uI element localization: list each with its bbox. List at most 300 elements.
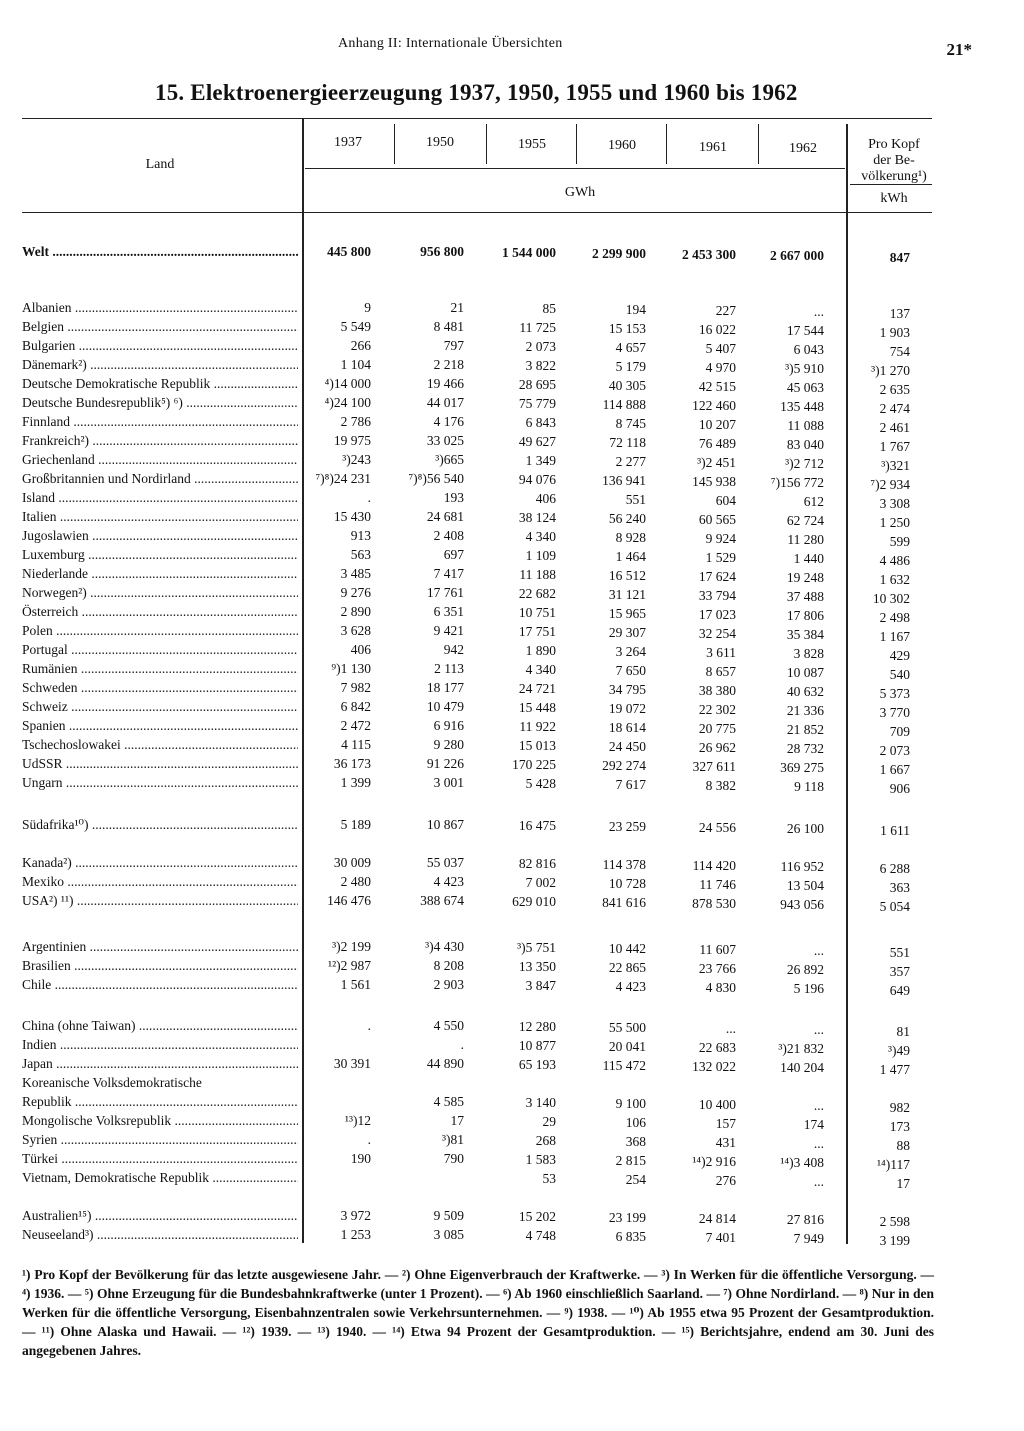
row-value-col-0: ⁴)14 000 — [324, 376, 371, 391]
row-value-col-4: 327 611 — [692, 759, 736, 774]
row-value-col-5: ... — [813, 1022, 824, 1037]
table-row — [0, 317, 1024, 340]
row-value-col-0: 6 842 — [340, 699, 371, 714]
table-row — [0, 450, 1024, 473]
row-land: Großbritannien und Nordirland ..... — [22, 469, 298, 488]
row-land: Indien ..... — [22, 1035, 298, 1054]
header-mid-rule — [305, 168, 845, 169]
row-value-col-5: ... — [813, 1174, 824, 1189]
row-value-col-6: 173 — [889, 1119, 910, 1134]
row-value-col-1: 7 417 — [433, 566, 464, 581]
row-value-col-3: 56 240 — [608, 511, 646, 526]
row-value-col-2: 5 428 — [525, 776, 556, 791]
row-value-col-2: 1 583 — [525, 1152, 556, 1167]
row-value-col-4: 22 683 — [698, 1040, 736, 1055]
row-value-col-3: 115 472 — [602, 1058, 646, 1073]
table-row — [0, 891, 1024, 914]
row-value-col-6: 754 — [889, 344, 910, 359]
row-value-col-3: 2 277 — [615, 454, 646, 469]
row-value-col-6: 357 — [889, 964, 910, 979]
row-land: Brasilien ..... — [22, 956, 298, 975]
footnotes — [22, 1265, 934, 1360]
table-row — [0, 336, 1024, 359]
row-value-col-4: 60 565 — [698, 512, 736, 527]
table-row — [0, 1149, 1024, 1172]
row-value-col-2: 85 — [542, 301, 556, 316]
row-land: Japan ..... — [22, 1054, 298, 1073]
table-row — [0, 412, 1024, 435]
row-value-col-5: 140 204 — [780, 1060, 824, 1075]
row-value-col-0: ⁹)1 130 — [331, 661, 371, 676]
row-value-col-0: . — [367, 490, 371, 505]
row-value-col-1: 18 177 — [426, 680, 464, 695]
row-value-col-1: ³)665 — [435, 452, 464, 467]
row-value-col-4: 33 794 — [698, 588, 736, 603]
row-value-col-6: 847 — [889, 250, 910, 265]
row-value-col-3: 8 928 — [615, 530, 646, 545]
table-row — [0, 716, 1024, 739]
row-land: Rumänien ..... — [22, 659, 298, 678]
row-value-col-1: . — [460, 1037, 464, 1052]
table-row — [0, 659, 1024, 682]
row-value-col-5: 45 063 — [786, 380, 824, 395]
row-value-col-4: 114 420 — [692, 858, 736, 873]
row-value-col-4: 604 — [715, 493, 736, 508]
row-value-col-1: 3 001 — [433, 775, 464, 790]
col-header-per-capita-2: der Be- — [873, 153, 915, 168]
row-value-col-0: 2 480 — [340, 874, 371, 889]
row-value-col-2: 16 475 — [518, 818, 556, 833]
row-value-col-1: 44 017 — [426, 395, 464, 410]
row-value-col-0: 5 549 — [340, 319, 371, 334]
row-value-col-4: 4 830 — [705, 980, 736, 995]
row-value-col-3: 15 965 — [608, 606, 646, 621]
row-value-col-1: ³)81 — [441, 1132, 464, 1147]
table-row — [0, 853, 1024, 876]
row-value-col-5: ³)5 910 — [785, 361, 824, 376]
row-value-col-1: 942 — [443, 642, 464, 657]
row-value-col-4: 11 607 — [699, 942, 736, 957]
row-value-col-6: 3 199 — [879, 1233, 910, 1248]
row-value-col-1: ³)4 430 — [425, 939, 464, 954]
row-value-col-0: 2 472 — [340, 718, 371, 733]
row-value-col-4: 17 624 — [698, 569, 736, 584]
row-land: Dänemark²) ..... — [22, 355, 298, 374]
row-value-col-0: 3 628 — [340, 623, 371, 638]
row-value-col-1: 6 351 — [433, 604, 464, 619]
row-value-col-1: 797 — [443, 338, 464, 353]
row-value-col-4: 24 556 — [698, 820, 736, 835]
row-value-col-6: 137 — [889, 306, 910, 321]
table-title: 15. Elektroenergieerzeugung 1937, 1950, 1955 und 1960 bis 1962 — [155, 80, 798, 105]
row-value-col-3: 5 179 — [615, 359, 646, 374]
table-row — [0, 1206, 1024, 1229]
table-row — [0, 872, 1024, 895]
row-value-col-5: 19 248 — [786, 570, 824, 585]
row-value-col-1: 17 761 — [426, 585, 464, 600]
row-value-col-6: 1 477 — [879, 1062, 910, 1077]
row-value-col-6: 429 — [889, 648, 910, 663]
row-value-col-2: 13 350 — [518, 959, 556, 974]
col-header-1961: 1961 — [699, 140, 727, 155]
row-value-col-4: 32 254 — [698, 626, 736, 641]
row-land: Südafrika¹⁰) ..... — [22, 815, 298, 834]
table-row — [0, 1130, 1024, 1153]
row-value-col-0: 913 — [350, 528, 371, 543]
col-header-1960: 1960 — [608, 138, 636, 153]
table-row — [0, 621, 1024, 644]
table-row — [0, 1111, 1024, 1134]
row-value-col-1: 44 890 — [426, 1056, 464, 1071]
row-value-col-0: 19 975 — [333, 433, 371, 448]
row-value-col-5: ⁷)156 772 — [770, 475, 824, 490]
row-value-col-6: 709 — [889, 724, 910, 739]
row-land: Albanien ..... — [22, 298, 298, 317]
row-value-col-1: 10 867 — [426, 817, 464, 832]
row-land: Österreich ..... — [22, 602, 298, 621]
row-value-col-4: 122 460 — [692, 398, 736, 413]
col-header-per-capita-1: Pro Kopf — [868, 137, 920, 152]
row-value-col-5: 10 087 — [786, 665, 824, 680]
row-value-col-3: 194 — [625, 302, 646, 317]
table-row — [0, 773, 1024, 796]
row-value-col-0: 9 276 — [340, 585, 371, 600]
row-land: Tschechoslowakei ..... — [22, 735, 298, 754]
row-value-col-5: ... — [813, 304, 824, 319]
row-value-col-5: 3 828 — [793, 646, 824, 661]
row-value-col-0: 3 972 — [340, 1208, 371, 1223]
row-value-col-6: 3 308 — [879, 496, 910, 511]
col-header-1937: 1937 — [334, 135, 362, 150]
row-value-col-4: 42 515 — [698, 379, 736, 394]
row-value-col-3: 16 512 — [608, 568, 646, 583]
row-value-col-4: 11 746 — [699, 877, 736, 892]
row-value-col-5: 174 — [803, 1117, 824, 1132]
row-value-col-1: 2 408 — [433, 528, 464, 543]
row-value-col-3: 18 614 — [608, 720, 646, 735]
row-value-col-0: 2 890 — [340, 604, 371, 619]
table-row — [0, 975, 1024, 998]
row-value-col-6: 2 598 — [879, 1214, 910, 1229]
table-row — [0, 374, 1024, 397]
header-bottom-rule — [22, 212, 932, 213]
row-value-col-1: ⁷)⁸)56 540 — [408, 471, 464, 486]
row-value-col-6: 363 — [889, 880, 910, 895]
row-land: UdSSR ..... — [22, 754, 298, 773]
row-value-col-3: 1 464 — [615, 549, 646, 564]
row-value-col-4: ... — [725, 1021, 736, 1036]
row-value-col-1: 6 916 — [433, 718, 464, 733]
row-value-col-6: 599 — [889, 534, 910, 549]
header-top-rule — [22, 118, 932, 119]
row-value-col-4: 276 — [715, 1173, 736, 1188]
row-value-col-4: 132 022 — [692, 1059, 736, 1074]
row-value-col-4: 22 302 — [698, 702, 736, 717]
row-value-col-6: 2 461 — [879, 420, 910, 435]
row-value-col-0: 146 476 — [327, 893, 371, 908]
table-row — [0, 242, 1024, 265]
row-value-col-2: 4 748 — [525, 1228, 556, 1243]
row-value-col-6: ³)1 270 — [871, 363, 910, 378]
row-value-col-1: 33 025 — [426, 433, 464, 448]
row-value-col-4: 9 924 — [705, 531, 736, 546]
row-value-col-5: 369 275 — [780, 760, 824, 775]
row-value-col-0: 406 — [350, 642, 371, 657]
table-row — [0, 697, 1024, 720]
row-value-col-0: 1 561 — [340, 977, 371, 992]
table-row — [0, 298, 1024, 321]
row-value-col-3: 23 259 — [608, 819, 646, 834]
row-value-col-3: 29 307 — [608, 625, 646, 640]
table-row — [0, 1035, 1024, 1058]
row-value-col-2: 629 010 — [512, 894, 556, 909]
row-value-col-5: 11 280 — [787, 532, 824, 547]
row-value-col-0: 1 104 — [340, 357, 371, 372]
col-divider-5 — [758, 124, 759, 164]
row-value-col-6: 649 — [889, 983, 910, 998]
table-row — [0, 1016, 1024, 1039]
row-value-col-0: 7 982 — [340, 680, 371, 695]
table-row — [0, 956, 1024, 979]
row-value-col-4: 10 207 — [698, 417, 736, 432]
row-value-col-4: 7 401 — [705, 1230, 736, 1245]
row-value-col-0: 30 009 — [333, 855, 371, 870]
row-land: Mongolische Volksrepublik ..... — [22, 1111, 298, 1130]
row-value-col-2: 15 013 — [518, 738, 556, 753]
row-value-col-4: 1 529 — [705, 550, 736, 565]
row-value-col-3: 20 041 — [608, 1039, 646, 1054]
row-value-col-5: ... — [813, 1136, 824, 1151]
row-value-col-6: 1 767 — [879, 439, 910, 454]
row-land: Neuseeland³) ..... — [22, 1225, 298, 1244]
row-land: Deutsche Demokratische Republik ..... — [22, 374, 298, 393]
row-land: Kanada²) ..... — [22, 853, 298, 872]
row-value-col-2: 22 682 — [518, 586, 556, 601]
table-row — [0, 355, 1024, 378]
row-value-col-1: 193 — [443, 490, 464, 505]
table-row — [0, 640, 1024, 663]
row-value-col-3: 72 118 — [609, 435, 646, 450]
row-value-col-2: 75 779 — [518, 396, 556, 411]
row-value-col-6: 2 635 — [879, 382, 910, 397]
row-value-col-3: 4 657 — [615, 340, 646, 355]
row-value-col-6: 2 498 — [879, 610, 910, 625]
row-land: Polen ..... — [22, 621, 298, 640]
row-value-col-3: 8 745 — [615, 416, 646, 431]
row-value-col-1: 19 466 — [426, 376, 464, 391]
row-value-col-3: 24 450 — [608, 739, 646, 754]
table-row — [0, 545, 1024, 568]
row-land: Schweden ..... — [22, 678, 298, 697]
row-value-col-3: 114 378 — [602, 857, 646, 872]
col-header-1962: 1962 — [789, 141, 817, 156]
row-value-col-1: 55 037 — [426, 855, 464, 870]
row-value-col-1: 17 — [450, 1113, 464, 1128]
row-land: Syrien ..... — [22, 1130, 298, 1149]
row-value-col-5: ³)21 832 — [778, 1041, 824, 1056]
row-value-col-3: 368 — [625, 1134, 646, 1149]
row-value-col-4: 4 970 — [705, 360, 736, 375]
row-land: Koreanische Volksdemokratische — [22, 1075, 202, 1090]
col-divider-1 — [394, 124, 395, 164]
row-value-col-2: 29 — [542, 1114, 556, 1129]
row-value-col-2: 11 188 — [519, 567, 556, 582]
row-value-col-2: ³)5 751 — [517, 940, 556, 955]
table-row — [0, 735, 1024, 758]
row-value-col-3: 2 815 — [615, 1153, 646, 1168]
row-value-col-1: 9 280 — [433, 737, 464, 752]
row-value-col-4: 38 380 — [698, 683, 736, 698]
row-land: Ungarn ..... — [22, 773, 298, 792]
table-row — [0, 754, 1024, 777]
table-row — [0, 1225, 1024, 1248]
row-value-col-2: 10 877 — [518, 1038, 556, 1053]
row-value-col-2: 3 822 — [525, 358, 556, 373]
row-land: Vietnam, Demokratische Republik ..... — [22, 1168, 298, 1187]
col-header-per-capita-3: völkerung¹) — [861, 169, 927, 184]
row-value-col-0: ³)243 — [342, 452, 371, 467]
row-value-col-3: 34 795 — [608, 682, 646, 697]
row-value-col-6: 5 054 — [879, 899, 910, 914]
row-value-col-5: 11 088 — [787, 418, 824, 433]
row-value-col-5: 17 544 — [786, 323, 824, 338]
row-value-col-1: 9 509 — [433, 1208, 464, 1223]
row-value-col-4: 16 022 — [698, 322, 736, 337]
row-land: Griechenland ..... — [22, 450, 298, 469]
row-value-col-4: 5 407 — [705, 341, 736, 356]
row-value-col-2: 406 — [535, 491, 556, 506]
row-value-col-1: 91 226 — [426, 756, 464, 771]
row-value-col-5: 13 504 — [786, 878, 824, 893]
row-value-col-1: 8 481 — [433, 319, 464, 334]
row-value-col-1: 956 800 — [420, 244, 464, 259]
row-value-col-3: 551 — [625, 492, 646, 507]
row-land: USA²) ¹¹) ..... — [22, 891, 298, 910]
row-value-col-4: 76 489 — [698, 436, 736, 451]
row-value-col-6: 2 073 — [879, 743, 910, 758]
footnote-text: ¹) Pro Kopf der Bevölkerung für das letzte ausgewiesene Jahr. — ²) Ohne Eigenverbrauch der Kraftwerke. — ³) In Werken für die öffentliche Versorgung. — ⁴) 1936. — ⁵) Ohne Erzeugung für die Bundesbahnkraftwerke (unter 1 Prozent). — ⁶) Ab 1960 einschließlich Saarland. — ⁷) Ohne Nordirland. — ⁸) Nur in den Werken für die öffentliche Versorgung, Eisenbahnzentralen sowie Verkehrsunternehmen. — ⁹) 1938. — ¹⁰) Ab 1955 etwa 95 Prozent der Gesamtproduktion. — ¹¹) Ohne Alaska und Hawaii. — ¹²) 1939. — ¹³) 1940. — ¹⁴) Etwa 94 Prozent der Gesamtproduktion. — ¹⁵) Berichtsjahre, endend am 30. Juni des angegebenen Jahres. — [22, 1267, 934, 1358]
per-capita-unit-rule — [850, 184, 932, 185]
row-value-col-1: 8 208 — [433, 958, 464, 973]
row-value-col-1: 2 113 — [434, 661, 464, 676]
row-value-col-2: 268 — [535, 1133, 556, 1148]
row-value-col-3: 841 616 — [602, 895, 646, 910]
row-land: Spanien ..... — [22, 716, 298, 735]
row-land: Belgien ..... — [22, 317, 298, 336]
row-value-col-2: 12 280 — [518, 1019, 556, 1034]
row-value-col-0: 190 — [350, 1151, 371, 1166]
row-land: Deutsche Bundesrepublik⁵) ⁶) ..... — [22, 393, 298, 412]
row-value-col-4: 20 775 — [698, 721, 736, 736]
col-divider-3 — [576, 124, 577, 164]
row-value-col-0: 3 485 — [340, 566, 371, 581]
row-value-col-1: 4 176 — [433, 414, 464, 429]
row-value-col-5: 943 056 — [780, 897, 824, 912]
table-row — [0, 469, 1024, 492]
page-number: 21* — [946, 40, 972, 59]
row-value-col-6: 1 632 — [879, 572, 910, 587]
row-value-col-1: 697 — [443, 547, 464, 562]
row-value-col-0: . — [367, 1018, 371, 1033]
row-value-col-0: 4 115 — [341, 737, 371, 752]
row-value-col-2: 11 922 — [519, 719, 556, 734]
row-value-col-0: 5 189 — [340, 817, 371, 832]
row-value-col-0: 9 — [364, 300, 371, 315]
row-value-col-5: 26 100 — [786, 821, 824, 836]
row-value-col-1: 4 550 — [433, 1018, 464, 1033]
row-value-col-0: 1 399 — [340, 775, 371, 790]
row-land: Portugal ..... — [22, 640, 298, 659]
row-value-col-0: 1 253 — [340, 1227, 371, 1242]
row-value-col-6: 2 474 — [879, 401, 910, 416]
row-value-col-2: 94 076 — [518, 472, 556, 487]
col-divider-4 — [666, 124, 667, 164]
table-row — [0, 393, 1024, 416]
row-value-col-3: 10 728 — [608, 876, 646, 891]
row-land: China (ohne Taiwan) ..... — [22, 1016, 298, 1035]
row-value-col-6: ³)49 — [887, 1043, 910, 1058]
row-value-col-2: 4 340 — [525, 662, 556, 677]
row-value-col-5: 40 632 — [786, 684, 824, 699]
col-divider-2 — [486, 124, 487, 164]
row-value-col-5: 62 724 — [786, 513, 824, 528]
row-value-col-4: ³)2 451 — [697, 455, 736, 470]
table-row — [0, 564, 1024, 587]
row-value-col-2: 1 349 — [525, 453, 556, 468]
row-value-col-2: 15 202 — [518, 1209, 556, 1224]
row-land: Argentinien ..... — [22, 937, 298, 956]
row-value-col-4: 3 611 — [706, 645, 736, 660]
row-value-col-1: 4 423 — [433, 874, 464, 889]
row-value-col-5: 26 892 — [786, 962, 824, 977]
row-value-col-1: 4 585 — [433, 1094, 464, 1109]
row-value-col-4: 23 766 — [698, 961, 736, 976]
table-row — [0, 937, 1024, 960]
row-value-col-5: 7 949 — [793, 1231, 824, 1246]
row-value-col-6: ³)321 — [881, 458, 910, 473]
row-land: Niederlande ..... — [22, 564, 298, 583]
row-value-col-0: . — [367, 1132, 371, 1147]
table-row — [0, 507, 1024, 530]
row-value-col-3: 2 299 900 — [592, 246, 646, 261]
row-value-col-4: 24 814 — [698, 1211, 736, 1226]
row-value-col-2: 4 340 — [525, 529, 556, 544]
row-value-col-4: 26 962 — [698, 740, 736, 755]
row-value-col-6: 982 — [889, 1100, 910, 1115]
row-land: Türkei ..... — [22, 1149, 298, 1168]
col-header-land: Land — [145, 157, 175, 172]
row-value-col-3: 9 100 — [615, 1096, 646, 1111]
table-row — [0, 678, 1024, 701]
row-value-col-1: 388 674 — [420, 893, 464, 908]
row-value-col-5: 9 118 — [794, 779, 824, 794]
row-value-col-3: 10 442 — [608, 941, 646, 956]
row-value-col-3: 136 941 — [602, 473, 646, 488]
row-value-col-6: 551 — [889, 945, 910, 960]
row-value-col-2: 24 721 — [518, 681, 556, 696]
row-value-col-0: ¹²)2 987 — [328, 958, 371, 973]
row-value-col-2: 11 725 — [519, 320, 556, 335]
row-value-col-1: 21 — [450, 300, 464, 315]
row-value-col-1: 3 085 — [433, 1227, 464, 1242]
row-value-col-5: 83 040 — [786, 437, 824, 452]
row-value-col-2: 15 448 — [518, 700, 556, 715]
row-value-col-3: 40 305 — [608, 378, 646, 393]
row-value-col-2: 17 751 — [518, 624, 556, 639]
row-value-col-5: 37 488 — [786, 589, 824, 604]
row-value-col-2: 3 140 — [525, 1095, 556, 1110]
row-land: Bulgarien ..... — [22, 336, 298, 355]
